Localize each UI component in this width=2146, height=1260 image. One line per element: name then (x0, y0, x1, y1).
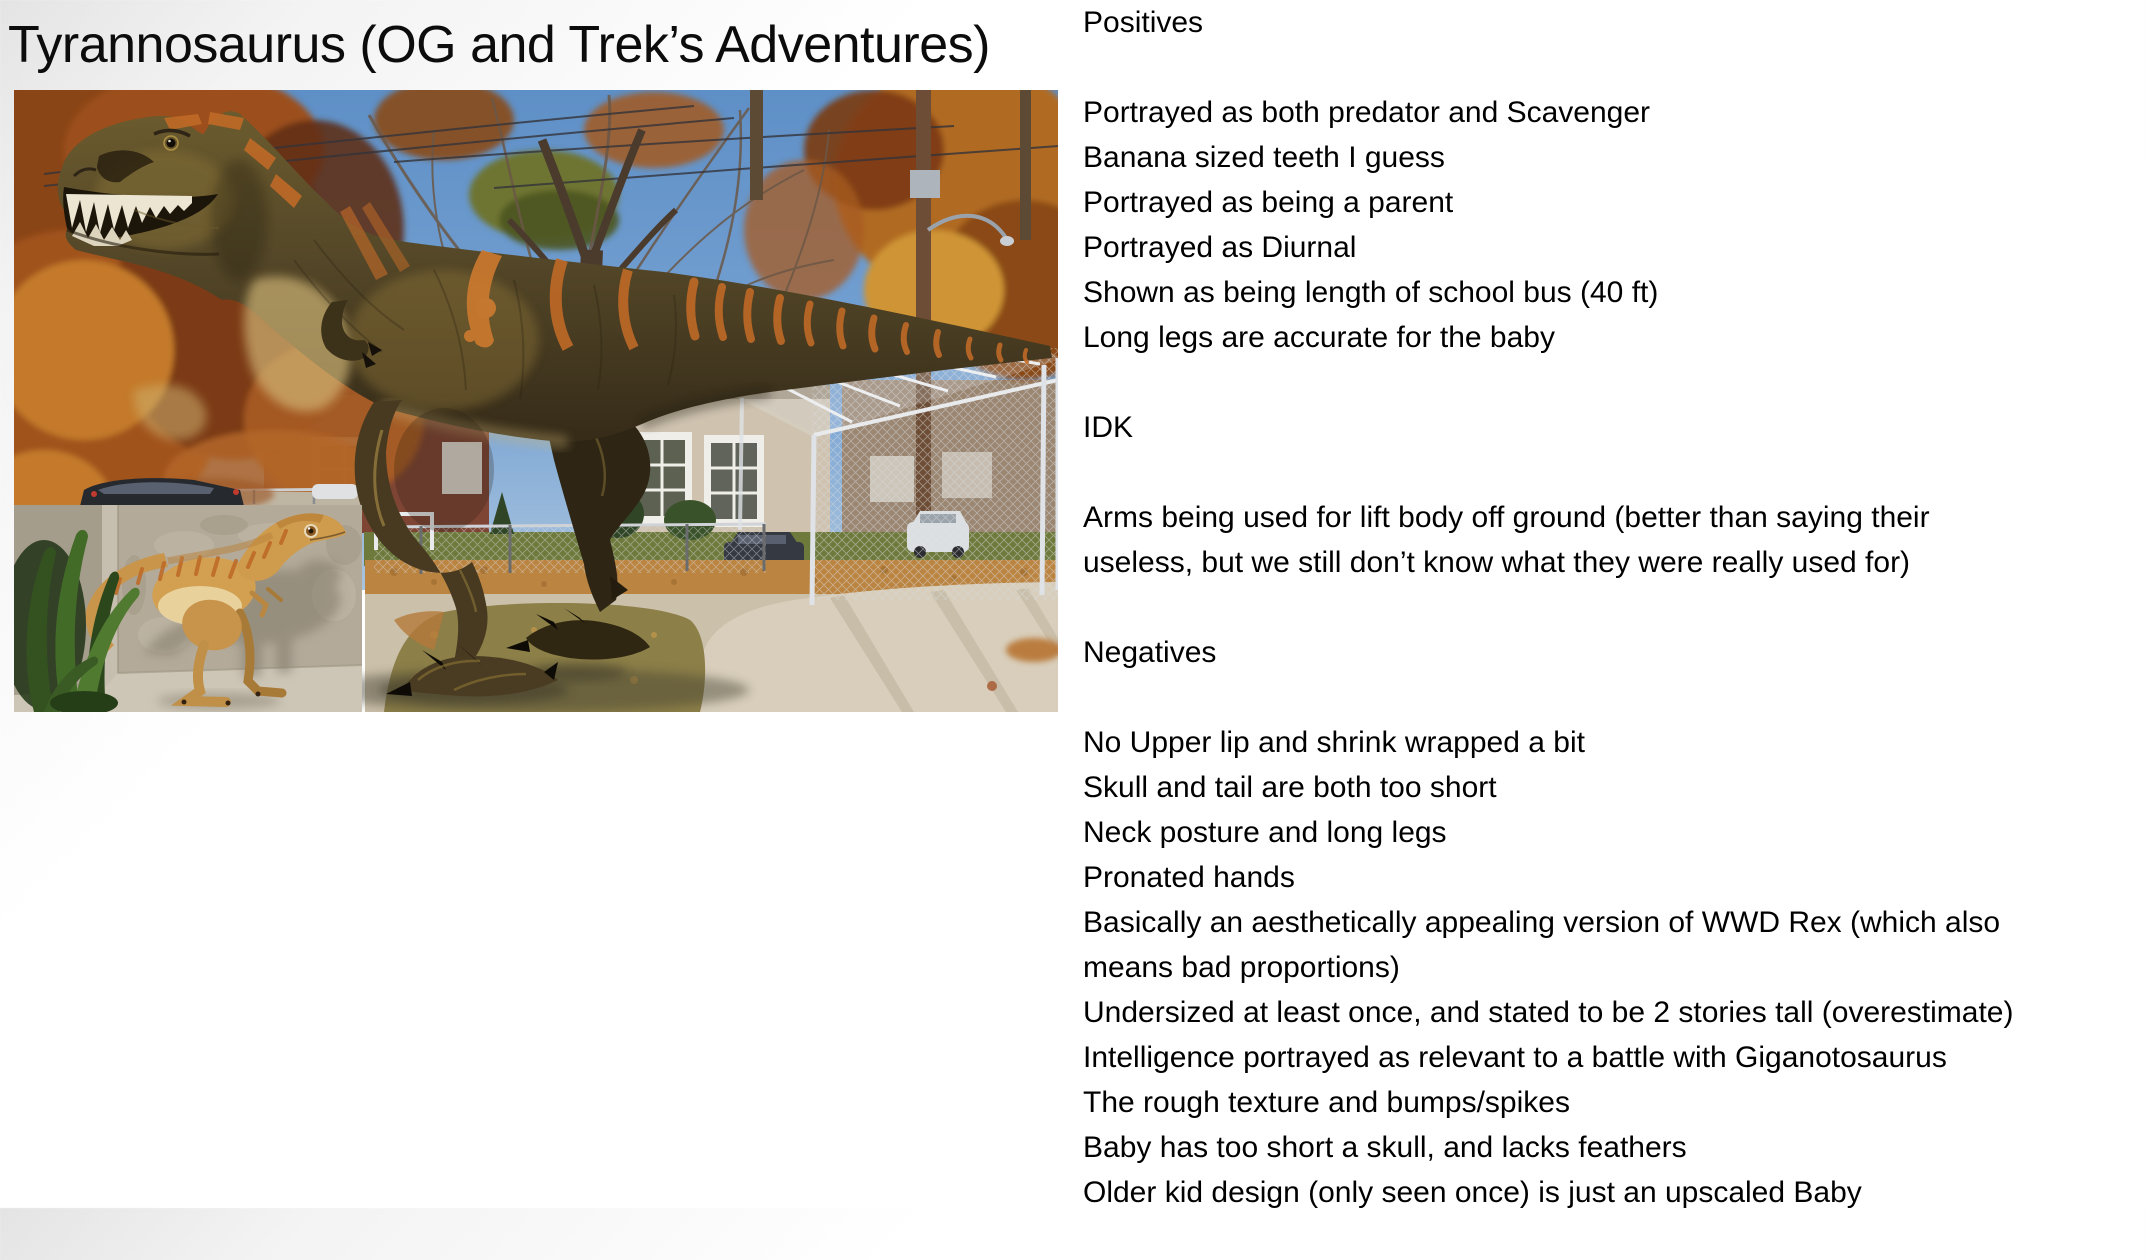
baby-trex-inset (14, 505, 362, 712)
note-line: Arms being used for lift body off ground (better than saying their (1083, 501, 1930, 534)
note-line: The rough texture and bumps/spikes (1083, 1086, 1570, 1119)
note-line: means bad proportions) (1083, 951, 1400, 984)
note-line: Intelligence portrayed as relevant to a battle with Giganotosaurus (1083, 1041, 1947, 1074)
note-line: Pronated hands (1083, 861, 1295, 894)
notes-heading: Negatives (1083, 636, 1217, 669)
note-line: Older kid design (only seen once) is just an upscaled Baby (1083, 1176, 1862, 1209)
note-line: Portrayed as being a parent (1083, 186, 1454, 219)
note-line: Basically an aesthetically appealing version of WWD Rex (which also (1083, 906, 2001, 939)
notes-heading: IDK (1083, 411, 1134, 444)
note-line: Banana sized teeth I guess (1083, 141, 1445, 174)
note-line: Skull and tail are both too short (1083, 771, 1497, 804)
notes-section-idk (1083, 405, 2143, 585)
trex-eye (167, 139, 176, 148)
notes-heading: Positives (1083, 6, 1204, 39)
note-line: Shown as being length of school bus (40 ft) (1083, 276, 1659, 309)
note-line: Long legs are accurate for the baby (1083, 321, 1555, 354)
note-line: Portrayed as both predator and Scavenger (1083, 96, 1651, 129)
slide-title: Tyrannosaurus (OG and Trek’s Adventures) (8, 16, 990, 74)
notes-section-negatives (1083, 630, 2143, 1215)
trex-photo (14, 90, 1058, 712)
notes-section-positives (1083, 0, 2143, 360)
note-line: No Upper lip and shrink wrapped a bit (1083, 726, 1585, 759)
notes-column (1083, 0, 2143, 1260)
note-line: useless, but we still don’t know what they were really used for) (1083, 546, 1911, 579)
note-line: Portrayed as Diurnal (1083, 231, 1357, 264)
note-line: Undersized at least once, and stated to be 2 stories tall (overestimate) (1083, 996, 2014, 1029)
note-line: Baby has too short a skull, and lacks feathers (1083, 1131, 1687, 1164)
note-line: Neck posture and long legs (1083, 816, 1447, 849)
